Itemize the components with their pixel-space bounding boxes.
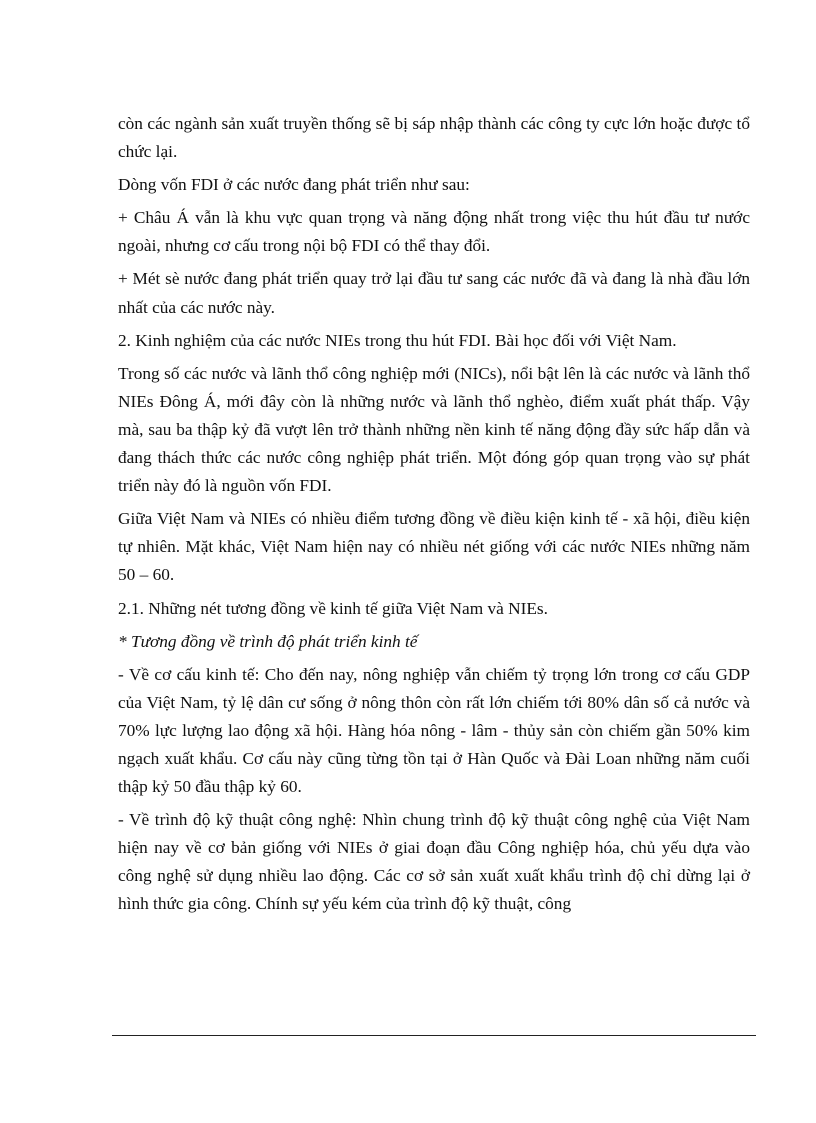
list-item: + Châu Á vẫn là khu vực quan trọng và năng động nhất trong việc thu hút đầu tư nước ngoài, nhưng cơ cấu trong nội bộ FDI có thể thay đổi. <box>118 208 750 256</box>
paragraph: Dòng vốn FDI ở các nước đang phát triển như sau: <box>118 175 470 195</box>
paragraph: Trong số các nước và lãnh thổ công nghiệp mới (NICs), nổi bật lên là các nước và lãnh thổ NIEs Đông Á, mới đây còn là những nước và lãnh thổ nghèo, điểm xuất phát thấp. Vậy mà, sau ba thập kỷ đã vượt lên trở thành những nền kinh tế năng động đầy sức hấp dẫn và đang thách thức các nước công nghiệp phát triển. Một đóng góp quan trọng vào sự phát triển này đó là nguồn vốn FDI. <box>118 363 750 496</box>
footer-divider <box>112 1035 756 1036</box>
paragraph: Giữa Việt Nam và NIEs có nhiều điểm tương đồng về điều kiện kinh tế - xã hội, điều kiện tự nhiên. Mặt khác, Việt Nam hiện nay có nhiều nét giống với các nước NIEs những năm 50 – 60. <box>118 509 750 585</box>
paragraph: còn các ngành sản xuất truyền thống sẽ bị sáp nhập thành các công ty cực lớn hoặc được tổ chức lại. <box>118 114 750 162</box>
list-item: + Mét sè nước đang phát triển quay trở lại đầu tư sang các nước đã và đang là nhà đầu lớn nhất của các nước này. <box>118 269 750 317</box>
subsection-heading: 2.1. Những nét tương đồng về kinh tế giữa Việt Nam và NIEs. <box>118 598 548 618</box>
section-heading: 2. Kinh nghiệm của các nước NIEs trong thu hút FDI. Bài học đối với Việt Nam. <box>118 330 677 350</box>
paragraph: - Về cơ cấu kinh tế: Cho đến nay, nông nghiệp vẫn chiếm tỷ trọng lớn trong cơ cấu GDP của Việt Nam, tỷ lệ dân cư sống ở nông thôn còn rất lớn chiếm tới 80% dân số cả nước và 70% lực lượng lao động xã hội. Hàng hóa nông - lâm - thủy sản còn chiếm gần 50% kim ngạch xuất khẩu. Cơ cấu này cũng từng tồn tại ở Hàn Quốc và Đài Loan những năm cuối thập kỷ 50 đầu thập kỷ 60. <box>118 664 750 797</box>
paragraph: - Về trình độ kỹ thuật công nghệ: Nhìn chung trình độ kỹ thuật công nghệ của Việt Nam hiện nay về cơ bản giống với NIEs ở giai đoạn đầu Công nghiệp hóa, chủ yếu dựa vào công nghệ sử dụng nhiều lao động. Các cơ sở sản xuất xuất khẩu trình độ chỉ dừng lại ở hình thức gia công. Chính sự yếu kém của trình độ kỹ thuật, công <box>118 810 750 914</box>
italic-subheading: * Tương đồng về trình độ phát triển kinh tế <box>118 631 418 651</box>
document-body <box>118 110 750 924</box>
